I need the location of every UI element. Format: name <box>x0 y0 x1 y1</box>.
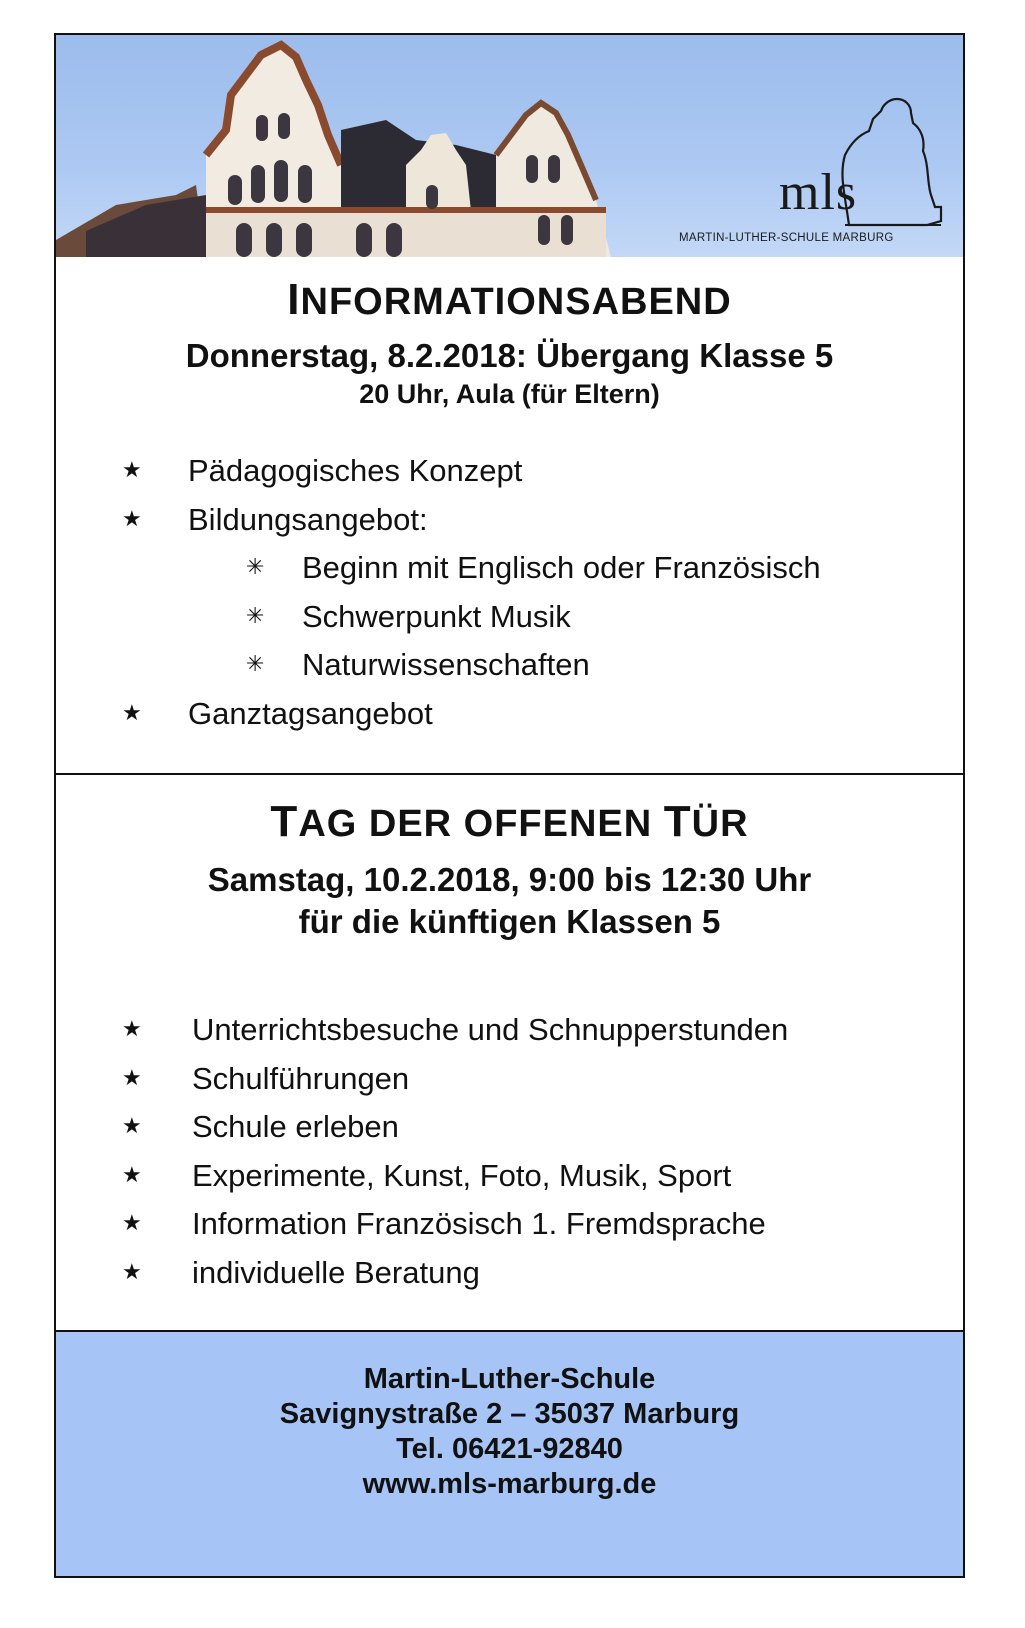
list-item <box>56 1206 963 1246</box>
info-evening-time: 20 Uhr, Aula (für Eltern) <box>359 379 660 409</box>
asterisk-bullet-icon: ✳ <box>246 651 265 676</box>
open-day-title: TAG DER OFFENEN TÜR <box>270 797 749 846</box>
list-item-text: Naturwissenschaften <box>302 647 590 682</box>
star-bullet-icon: ★ <box>122 1210 142 1235</box>
flyer-frame <box>54 33 965 1578</box>
header-banner <box>56 35 963 257</box>
list-item-text: Schulführungen <box>192 1061 410 1096</box>
list-item <box>56 1012 963 1052</box>
list-item <box>56 696 963 736</box>
logo-subtitle: MARTIN-LUTHER-SCHULE MARBURG <box>679 232 894 244</box>
star-bullet-icon: ★ <box>122 1065 142 1090</box>
list-item <box>56 1255 963 1295</box>
school-logo <box>669 35 949 257</box>
list-item-text: Beginn mit Englisch oder Französisch <box>302 550 821 585</box>
list-item <box>56 1158 963 1198</box>
list-item-text: Pädagogisches Konzept <box>188 453 523 488</box>
list-item <box>56 599 963 639</box>
school-website-link[interactable]: www.mls-marburg.de <box>362 1468 657 1500</box>
star-bullet-icon: ★ <box>122 506 142 531</box>
school-building-icon <box>56 35 696 257</box>
star-bullet-icon: ★ <box>122 457 142 482</box>
list-item-text: Ganztagsangebot <box>188 696 433 731</box>
school-address: Savignystraße 2 – 35037 Marburg <box>279 1398 740 1430</box>
asterisk-bullet-icon: ✳ <box>246 603 265 628</box>
info-evening-title: INFORMATIONSABEND <box>287 275 732 324</box>
list-item-text: Bildungsangebot: <box>188 502 428 537</box>
open-day-date: Samstag, 10.2.2018, 9:00 bis 12:30 Uhr <box>207 861 812 898</box>
list-item <box>56 550 963 590</box>
list-item-text: Experimente, Kunst, Foto, Musik, Sport <box>192 1158 732 1193</box>
list-item-text: Information Französisch 1. Fremdsprache <box>192 1206 766 1241</box>
list-item <box>56 453 963 493</box>
open-day-audience: für die künftigen Klassen 5 <box>298 903 721 940</box>
list-item <box>56 502 963 542</box>
section-divider <box>56 773 963 775</box>
logo-wordmark: mls <box>779 164 858 221</box>
logo-outline-icon <box>669 35 949 257</box>
list-item <box>56 647 963 687</box>
info-evening-date: Donnerstag, 8.2.2018: Übergang Klasse 5 <box>185 337 834 374</box>
star-bullet-icon: ★ <box>122 1259 142 1284</box>
list-item-text: individuelle Beratung <box>192 1255 480 1290</box>
star-bullet-icon: ★ <box>122 1016 142 1041</box>
star-bullet-icon: ★ <box>122 1113 142 1138</box>
list-item <box>56 1109 963 1149</box>
list-item <box>56 1061 963 1101</box>
school-name: Martin-Luther-Schule <box>363 1363 656 1395</box>
list-item-text: Schule erleben <box>192 1109 399 1144</box>
list-item-text: Schwerpunkt Musik <box>302 599 571 634</box>
asterisk-bullet-icon: ✳ <box>246 554 265 579</box>
star-bullet-icon: ★ <box>122 1162 142 1187</box>
star-bullet-icon: ★ <box>122 700 142 725</box>
list-item-text: Unterrichtsbesuche und Schnupperstunden <box>192 1012 789 1047</box>
contact-footer <box>56 1330 963 1576</box>
school-phone: Tel. 06421-92840 <box>396 1433 623 1465</box>
